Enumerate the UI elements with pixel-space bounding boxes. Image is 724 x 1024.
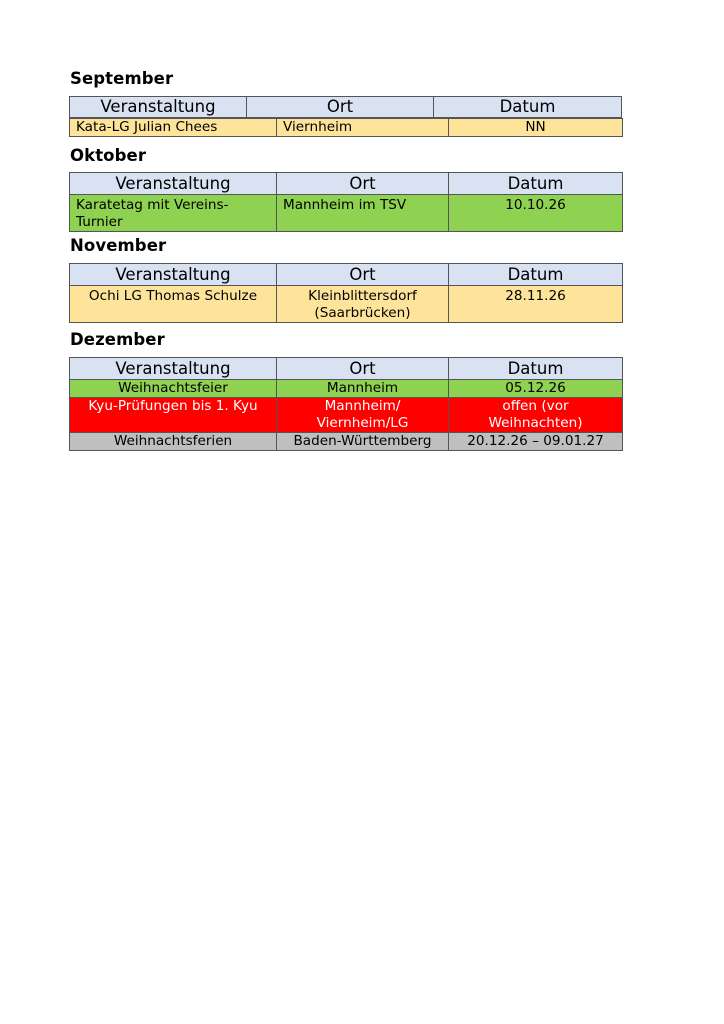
section-title-november: November <box>70 236 167 255</box>
place-cell <box>277 398 449 433</box>
header-date: Datum <box>449 358 623 380</box>
header-event: Veranstaltung <box>69 96 247 118</box>
oktober-table <box>69 172 623 232</box>
date-cell: 10.10.26 <box>449 195 623 232</box>
september-table-header <box>69 96 622 118</box>
event-text: Karatetag mit Vereins- Turnier <box>76 197 229 230</box>
table-header-row <box>70 264 623 286</box>
table-header-row <box>70 358 623 380</box>
place-text: Kleinblittersdorf (Saarbrücken) <box>308 288 417 321</box>
november-table <box>69 263 623 323</box>
date-cell: 20.12.26 – 09.01.27 <box>449 433 623 451</box>
date-cell: 05.12.26 <box>449 380 623 398</box>
event-cell: Ochi LG Thomas Schulze <box>70 286 277 323</box>
section-title-oktober: Oktober <box>70 146 147 165</box>
event-cell: Kyu-Prüfungen bis 1. Kyu <box>70 398 277 433</box>
september-table <box>69 118 623 137</box>
table-row <box>70 195 623 232</box>
date-cell: 28.11.26 <box>449 286 623 323</box>
event-cell: Weihnachtsferien <box>70 433 277 451</box>
table-row <box>70 286 623 323</box>
header-date: Datum <box>449 173 623 195</box>
place-cell: Mannheim im TSV <box>277 195 449 232</box>
event-cell: Kata-LG Julian Chees <box>70 119 277 137</box>
place-cell: Baden-Württemberg <box>277 433 449 451</box>
header-event: Veranstaltung <box>70 358 277 380</box>
header-date: Datum <box>449 264 623 286</box>
header-place: Ort <box>277 173 449 195</box>
header-event: Veranstaltung <box>70 173 277 195</box>
date-cell: NN <box>449 119 623 137</box>
table-row <box>70 398 623 433</box>
date-text: offen (vor Weihnachten) <box>488 398 583 431</box>
event-cell: Weihnachtsfeier <box>70 380 277 398</box>
place-cell: Viernheim <box>277 119 449 137</box>
event-cell <box>70 195 277 232</box>
section-title-september: September <box>70 69 174 88</box>
header-date: Datum <box>433 96 622 118</box>
place-text: Mannheim/ Viernheim/LG <box>316 398 409 431</box>
header-place: Ort <box>277 264 449 286</box>
place-cell <box>277 286 449 323</box>
table-header-row <box>70 173 623 195</box>
dezember-table <box>69 357 623 451</box>
header-event: Veranstaltung <box>70 264 277 286</box>
date-cell <box>449 398 623 433</box>
header-place: Ort <box>277 358 449 380</box>
section-title-dezember: Dezember <box>70 330 165 349</box>
place-cell: Mannheim <box>277 380 449 398</box>
table-row <box>70 433 623 451</box>
table-row <box>70 119 623 137</box>
header-place: Ort <box>246 96 434 118</box>
table-row <box>70 380 623 398</box>
